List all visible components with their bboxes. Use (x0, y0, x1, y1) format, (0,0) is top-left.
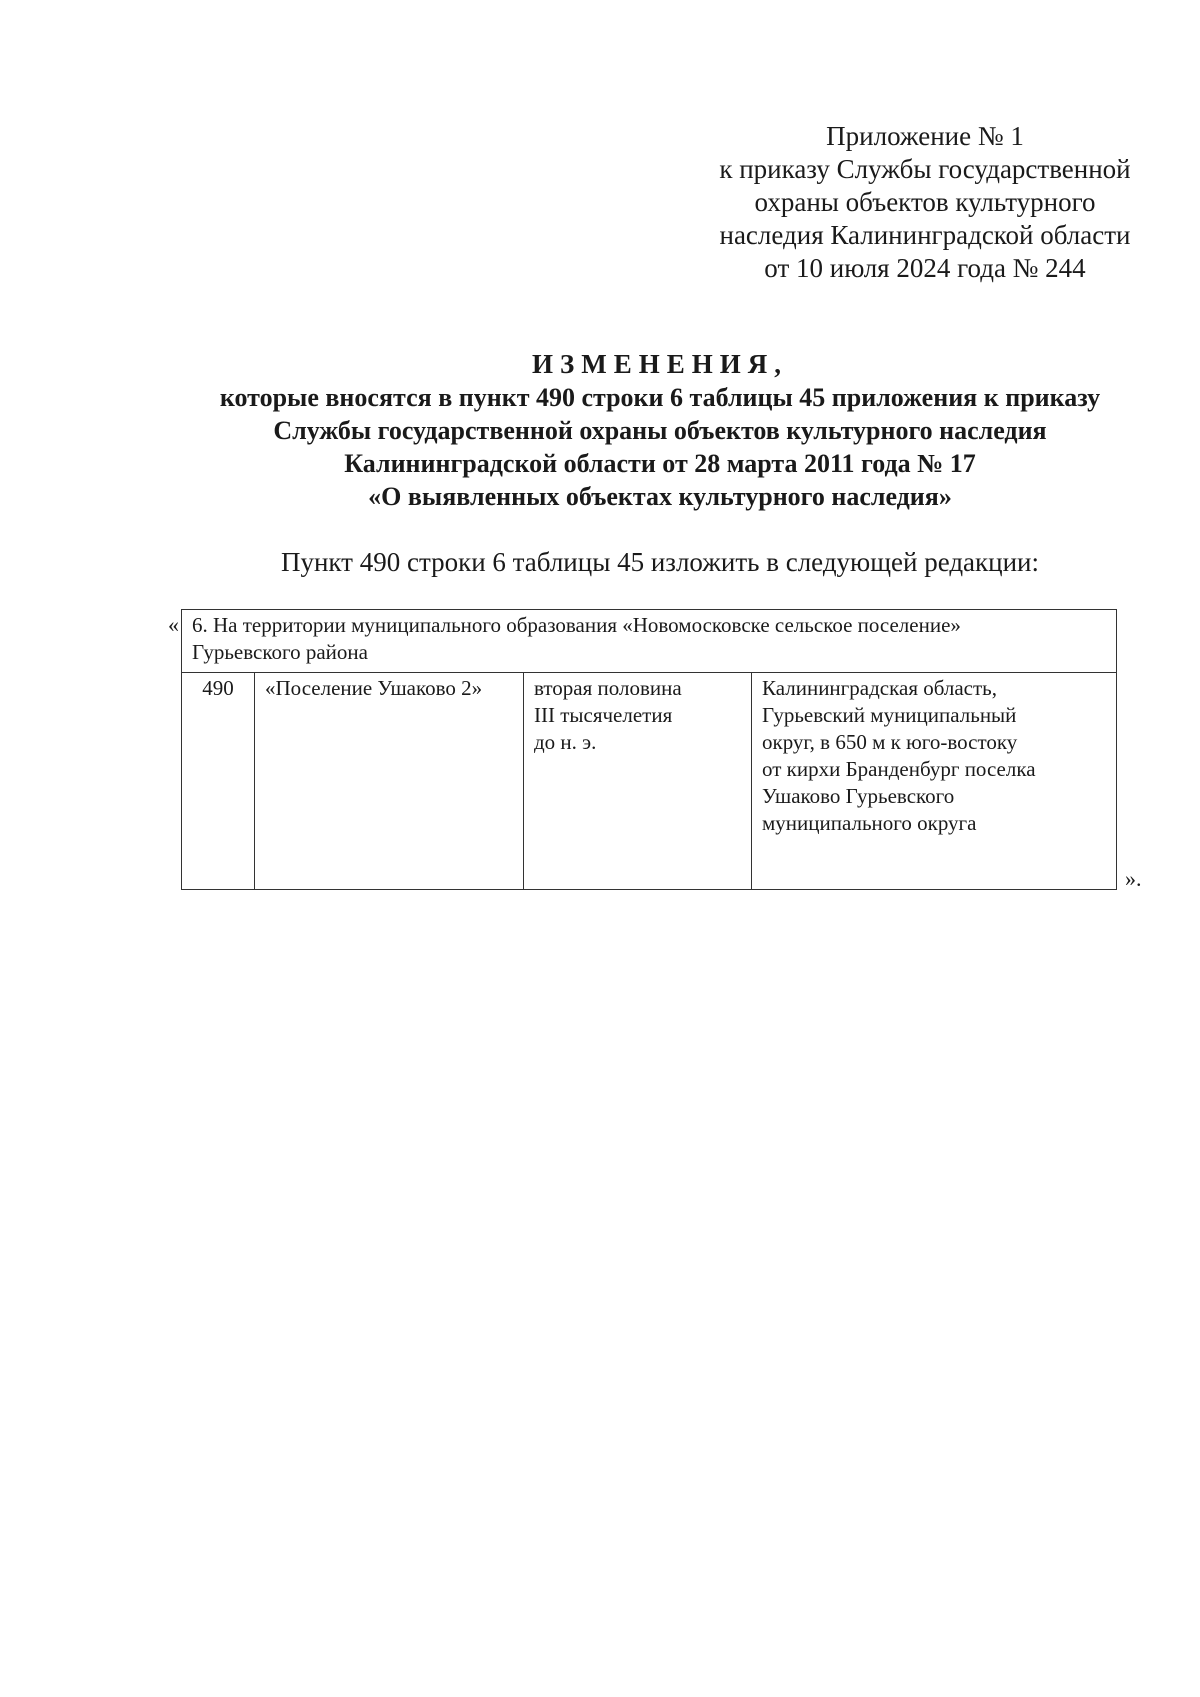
changes-table (181, 609, 1117, 890)
section-title-line-2: Гурьевского района (192, 640, 368, 664)
appendix-order-ref-2: охраны объектов культурного (754, 187, 1096, 217)
appendix-order-ref: к приказу Службы государственной (719, 154, 1131, 184)
title-line-4: «О выявленных объектах культурного наследия» (368, 482, 952, 511)
address-line: от кирхи Бранденбург поселка (762, 757, 1036, 781)
appendix-order-date: от 10 июля 2024 года № 244 (764, 253, 1086, 283)
address-line: Ушаково Гурьевского (762, 784, 955, 808)
dating-line: III тысячелетия (534, 703, 673, 727)
dating-cell (524, 673, 752, 890)
appendix-number: Приложение № 1 (826, 121, 1024, 151)
document-title (150, 348, 1170, 513)
section-row (182, 610, 1117, 673)
appendix-header (690, 120, 1160, 285)
title-line-1: которые вносятся в пункт 490 строки 6 таблицы 45 приложения к приказу (219, 383, 1101, 412)
address-line: Гурьевский муниципальный (762, 703, 1017, 727)
row-number-cell: 490 (182, 673, 255, 890)
dating-line: вторая половина (534, 676, 682, 700)
address-line: округ, в 650 м к юго-востоку (762, 730, 1018, 754)
title-line-3: Калининградской области от 28 марта 2011 года № 17 (344, 449, 976, 478)
object-name-cell: «Поселение Ушаково 2» (255, 673, 524, 890)
appendix-order-ref-3: наследия Калининградской области (719, 220, 1131, 250)
title-heading: ИЗМЕНЕНИЯ, (531, 349, 788, 379)
section-title-line-1: 6. На территории муниципального образования «Новомосковске сельское поселение» (192, 613, 961, 637)
address-line: Калининградская область, (762, 676, 998, 700)
section-cell (182, 610, 1117, 673)
opening-quote: « (168, 612, 179, 637)
dating-line: до н. э. (534, 730, 597, 754)
instruction-text: Пункт 490 строки 6 таблицы 45 изложить в следующей редакции: (280, 547, 1040, 577)
address-cell (752, 673, 1117, 890)
table-row (182, 673, 1117, 890)
address-line: муниципального округа (762, 811, 977, 835)
title-line-2: Службы государственной охраны объектов культурного наследия (273, 416, 1047, 445)
closing-quote: ». (1125, 866, 1142, 891)
